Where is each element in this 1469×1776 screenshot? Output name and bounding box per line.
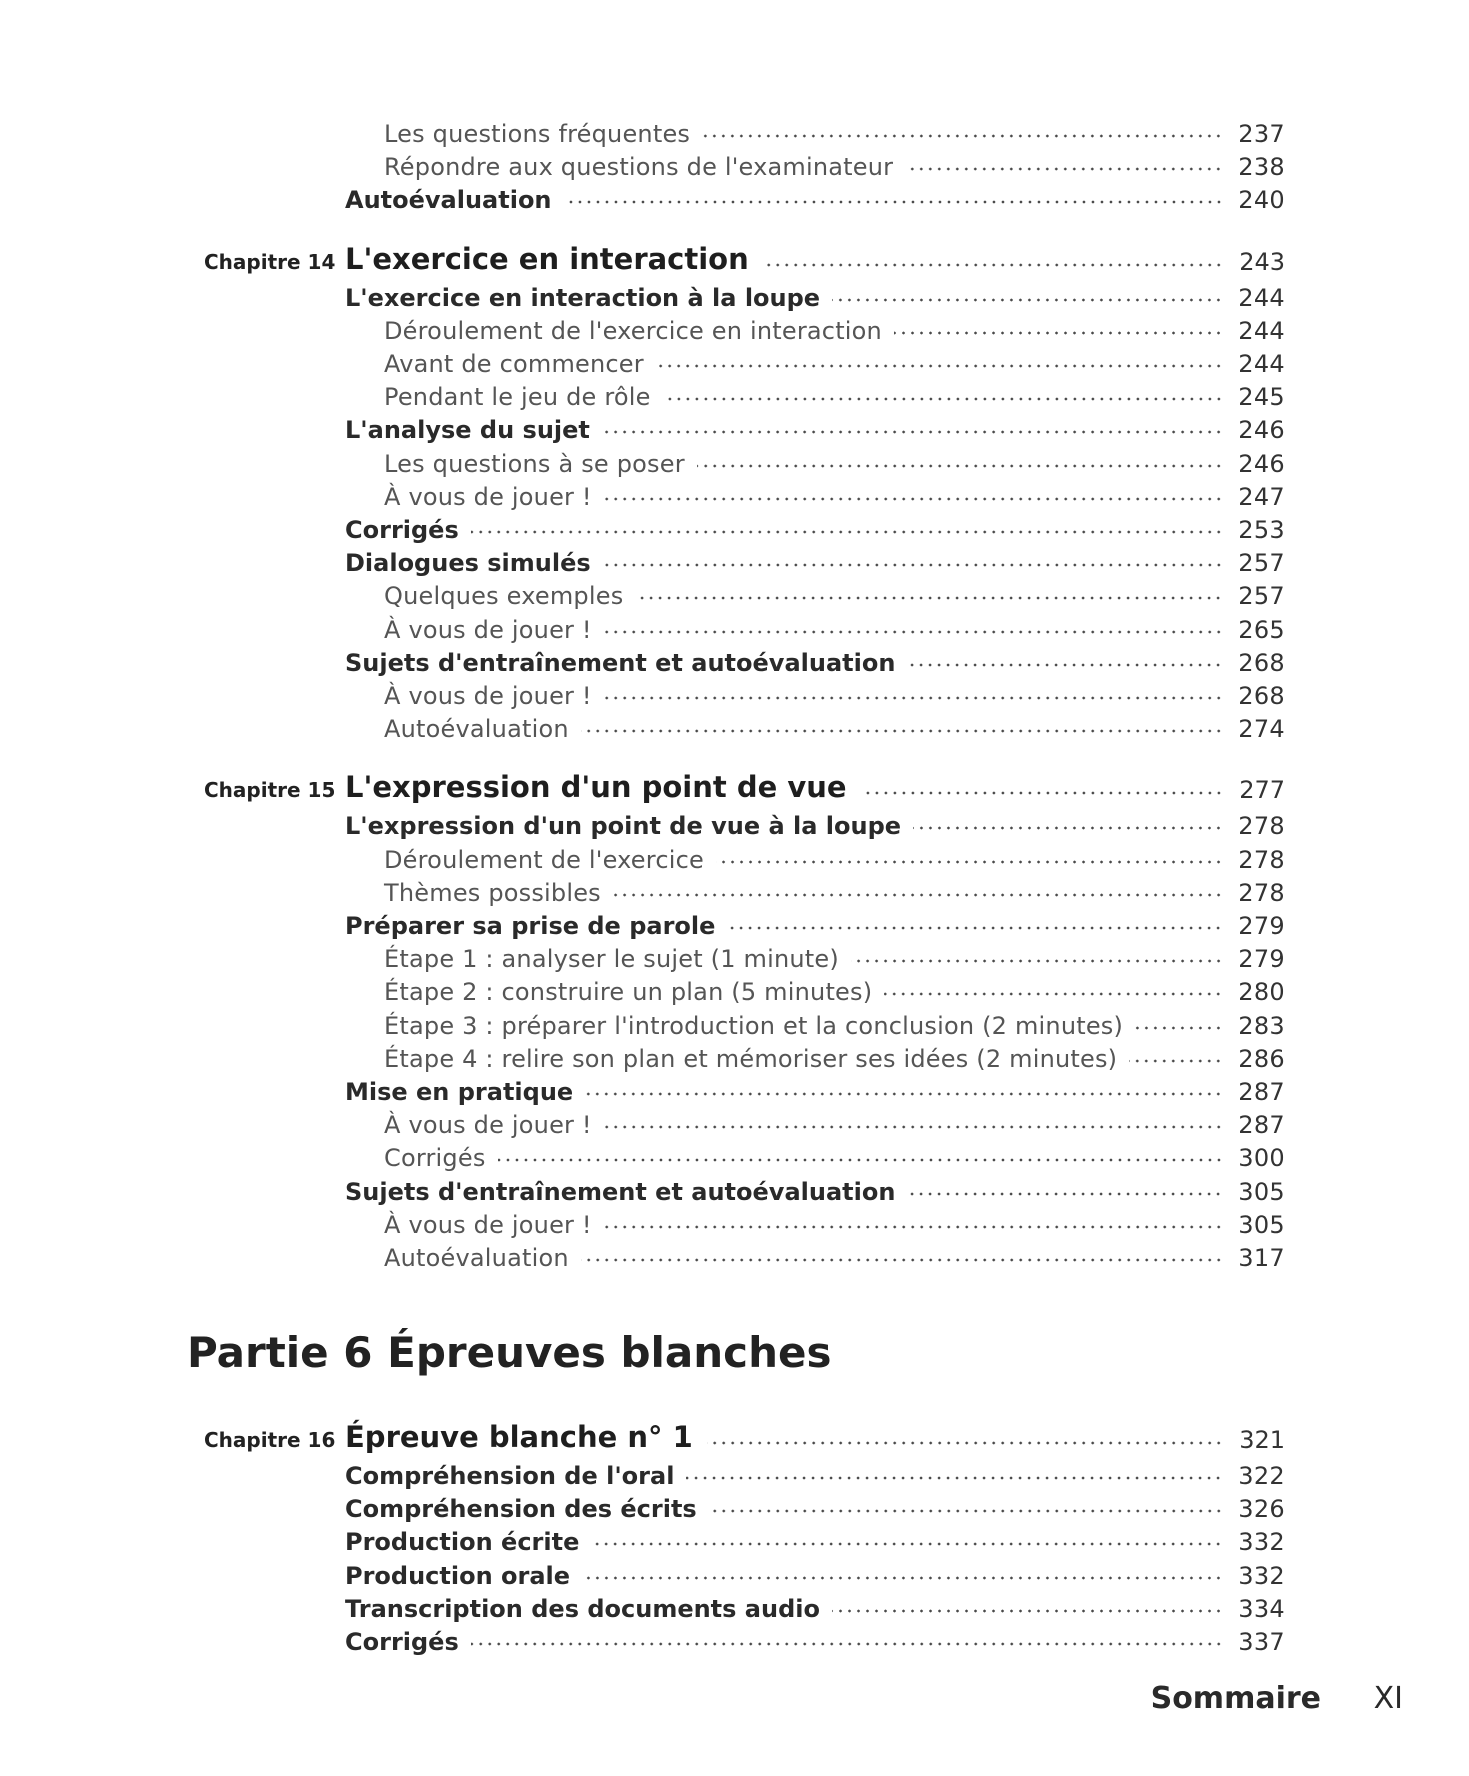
dot-leader (884, 989, 1223, 999)
page-number: 278 (1238, 878, 1285, 907)
page-number: 278 (1238, 845, 1285, 874)
page-number: 337 (1238, 1628, 1285, 1656)
dot-leader (581, 726, 1223, 736)
dot-leader (613, 890, 1223, 900)
toc-subsection-entry[interactable] (0, 574, 1469, 611)
dot-leader (686, 1473, 1223, 1483)
subsection-title: Avant de commencer (384, 350, 644, 378)
subsection-title: Les questions à se poser (384, 449, 685, 478)
dot-leader (697, 461, 1223, 471)
dot-leader (582, 1573, 1223, 1583)
subsection-title: Étape 4 : relire son plan et mémoriser ses idées (2 minutes) (384, 1044, 1118, 1073)
dot-leader (907, 660, 1223, 670)
toc-subsection-entry[interactable] (0, 707, 1469, 744)
dot-leader (707, 1438, 1223, 1448)
page-number: 317 (1238, 1244, 1285, 1272)
section-title: Transcription des documents audio (345, 1594, 820, 1623)
dot-leader (832, 1606, 1223, 1616)
page-number: 268 (1238, 682, 1285, 710)
section-title: Sujets d'entraînement et autoévaluation (345, 648, 896, 677)
subsection-title: À vous de jouer ! (384, 1210, 592, 1239)
page-number: 334 (1238, 1594, 1285, 1623)
dot-leader (913, 823, 1223, 833)
dot-leader (635, 593, 1223, 603)
page-number: 332 (1238, 1561, 1285, 1590)
dot-leader (832, 295, 1223, 305)
page-number: 244 (1238, 350, 1285, 378)
page-number: 257 (1238, 549, 1285, 578)
section-title: Production écrite (345, 1528, 580, 1557)
dot-leader (602, 427, 1223, 437)
dot-leader (581, 1255, 1223, 1265)
toc-section-entry[interactable] (0, 641, 1469, 675)
page-number: 305 (1238, 1177, 1285, 1206)
subsection-title: Quelques exemples (384, 582, 624, 611)
subsection-title: Étape 3 : préparer l'introduction et la conclusion (2 minutes) (384, 1011, 1124, 1040)
page-number: 245 (1238, 383, 1285, 412)
toc-subsection-entry[interactable] (0, 970, 1469, 1007)
toc-section-entry[interactable] (0, 178, 1469, 215)
dot-leader (894, 328, 1223, 338)
dot-leader (907, 1189, 1223, 1199)
page-number: 279 (1238, 945, 1285, 974)
page-number: 322 (1238, 1462, 1285, 1490)
subsection-title: Autoévaluation (384, 1244, 569, 1272)
toc-subsection-entry[interactable] (0, 1103, 1469, 1140)
subsection-title: Déroulement de l'exercice (384, 845, 704, 874)
dot-leader (763, 260, 1223, 270)
dot-leader (564, 197, 1223, 207)
page-number: 326 (1238, 1495, 1285, 1524)
page-number: 287 (1238, 1078, 1285, 1106)
toc-section-entry[interactable] (0, 541, 1469, 578)
toc-chapter-entry[interactable] (0, 762, 1469, 805)
toc-subsection-entry[interactable] (0, 871, 1469, 905)
toc-chapter-entry[interactable] (0, 234, 1469, 274)
dot-leader (604, 693, 1223, 703)
page-number: 243 (1239, 247, 1285, 276)
toc-section-entry[interactable] (0, 276, 1469, 310)
toc-subsection-entry[interactable] (0, 145, 1469, 182)
toc-section-entry[interactable] (0, 408, 1469, 445)
subsection-title: Répondre aux questions de l'examinateur (384, 153, 894, 182)
dot-leader (591, 1539, 1223, 1549)
page-number: 237 (1238, 120, 1285, 148)
subsection-title: Étape 1 : analyser le sujet (1 minute) (384, 945, 839, 974)
part-heading: Partie 6 Épreuves blanches (187, 1328, 832, 1377)
section-title: Autoévaluation (345, 186, 552, 215)
dot-leader (702, 131, 1223, 141)
section-title: Corrigés (345, 1628, 459, 1656)
dot-leader (604, 1222, 1223, 1232)
toc-section-entry[interactable] (0, 1620, 1469, 1654)
dot-leader (716, 857, 1223, 867)
toc-section-entry[interactable] (0, 1454, 1469, 1488)
toc-subsection-entry[interactable] (0, 1136, 1469, 1173)
toc-section-entry[interactable] (0, 1554, 1469, 1588)
dot-leader (585, 1089, 1223, 1099)
subsection-title: À vous de jouer ! (384, 1111, 592, 1140)
dot-leader (905, 164, 1223, 174)
toc-subsection-entry[interactable] (0, 375, 1469, 412)
page-number: 278 (1238, 812, 1285, 841)
dot-leader (471, 1639, 1223, 1649)
dot-leader (727, 923, 1223, 933)
dot-leader (861, 788, 1223, 798)
dot-leader (709, 1506, 1223, 1516)
subsection-title: Pendant le jeu de rôle (384, 383, 651, 412)
page-number: 287 (1238, 1111, 1285, 1140)
page-number: 265 (1238, 615, 1285, 644)
chapter-title: L'exercice en interaction (345, 241, 749, 276)
toc-subsection-entry[interactable] (0, 937, 1469, 974)
toc-subsection-entry[interactable] (0, 342, 1469, 376)
dot-leader (1135, 1023, 1223, 1033)
page-number: 280 (1238, 978, 1285, 1007)
subsection-title: À vous de jouer ! (384, 482, 592, 511)
section-title: Préparer sa prise de parole (345, 912, 716, 940)
page-number: 332 (1238, 1528, 1285, 1557)
section-title: Mise en pratique (345, 1078, 574, 1106)
toc-subsection-entry[interactable] (0, 112, 1469, 146)
subsection-title: Déroulement de l'exercice en interaction (384, 316, 882, 345)
running-footer-label: Sommaire (1150, 1681, 1321, 1716)
section-title: Dialogues simulés (345, 549, 591, 578)
chapter-label: Chapitre 16 (204, 1428, 336, 1452)
toc-section-entry[interactable] (0, 1587, 1469, 1621)
toc-section-entry[interactable] (0, 508, 1469, 542)
page-number: 268 (1238, 648, 1285, 677)
section-title: Compréhension des écrits (345, 1495, 697, 1524)
subsection-title: Thèmes possibles (384, 878, 601, 907)
section-title: Compréhension de l'oral (345, 1462, 675, 1490)
dot-leader (471, 527, 1223, 537)
section-title: L'analyse du sujet (345, 416, 590, 445)
page-number: 283 (1238, 1011, 1285, 1040)
page-number: 244 (1238, 283, 1285, 312)
chapter-title: L'expression d'un point de vue (345, 770, 847, 805)
page-number: 253 (1238, 516, 1285, 544)
page-number: 274 (1238, 715, 1285, 744)
dot-leader (498, 1155, 1223, 1165)
page-number: 247 (1238, 482, 1285, 511)
subsection-title: Étape 2 : construire un plan (5 minutes) (384, 978, 873, 1007)
subsection-title: Les questions fréquentes (384, 120, 691, 148)
page-number: 240 (1238, 186, 1285, 215)
chapter-label: Chapitre 14 (204, 249, 336, 274)
dot-leader (656, 361, 1223, 371)
section-title: L'expression d'un point de vue à la loupe (345, 812, 902, 841)
page-number: 277 (1239, 776, 1285, 805)
page-number: 286 (1238, 1044, 1285, 1073)
toc-section-entry[interactable] (0, 804, 1469, 841)
chapter-title: Épreuve blanche n° 1 (345, 1420, 693, 1454)
page-number: 305 (1238, 1210, 1285, 1239)
page-number: 300 (1238, 1144, 1285, 1173)
dot-leader (604, 627, 1223, 637)
toc-section-entry[interactable] (0, 1070, 1469, 1104)
page-number: 246 (1238, 416, 1285, 445)
page-number: 321 (1239, 1426, 1285, 1454)
toc-subsection-entry[interactable] (0, 309, 1469, 343)
toc-subsection-entry[interactable] (0, 838, 1469, 872)
toc-subsection-entry[interactable] (0, 1203, 1469, 1237)
page-number: 257 (1238, 582, 1285, 611)
toc-chapter-entry[interactable] (0, 1412, 1469, 1452)
dot-leader (603, 560, 1223, 570)
toc-subsection-entry[interactable] (0, 475, 1469, 509)
dot-leader (604, 494, 1223, 504)
toc-section-entry[interactable] (0, 1487, 1469, 1524)
toc-subsection-entry[interactable] (0, 1037, 1469, 1071)
toc-subsection-entry[interactable] (0, 1004, 1469, 1038)
dot-leader (604, 1122, 1223, 1132)
section-title: Production orale (345, 1561, 571, 1590)
page-number: 244 (1238, 316, 1285, 345)
toc-subsection-entry[interactable] (0, 674, 1469, 708)
toc-section-entry[interactable] (0, 1520, 1469, 1557)
dot-leader (851, 956, 1223, 966)
toc-subsection-entry[interactable] (0, 608, 1469, 642)
toc-section-entry[interactable] (0, 1170, 1469, 1204)
chapter-label: Chapitre 15 (204, 778, 336, 803)
page-number: 246 (1238, 449, 1285, 478)
page-number: 238 (1238, 153, 1285, 182)
dot-leader (663, 394, 1223, 404)
subsection-title: À vous de jouer ! (384, 682, 592, 710)
section-title: Sujets d'entraînement et autoévaluation (345, 1177, 896, 1206)
subsection-title: Autoévaluation (384, 715, 569, 744)
subsection-title: Corrigés (384, 1144, 486, 1173)
section-title: Corrigés (345, 516, 459, 544)
page-number: 279 (1238, 912, 1285, 940)
subsection-title: À vous de jouer ! (384, 615, 592, 644)
dot-leader (1129, 1056, 1223, 1066)
toc-subsection-entry[interactable] (0, 1236, 1469, 1270)
section-title: L'exercice en interaction à la loupe (345, 283, 821, 312)
toc-subsection-entry[interactable] (0, 442, 1469, 476)
toc-section-entry[interactable] (0, 904, 1469, 938)
folio-page-number: XI (1373, 1681, 1403, 1716)
